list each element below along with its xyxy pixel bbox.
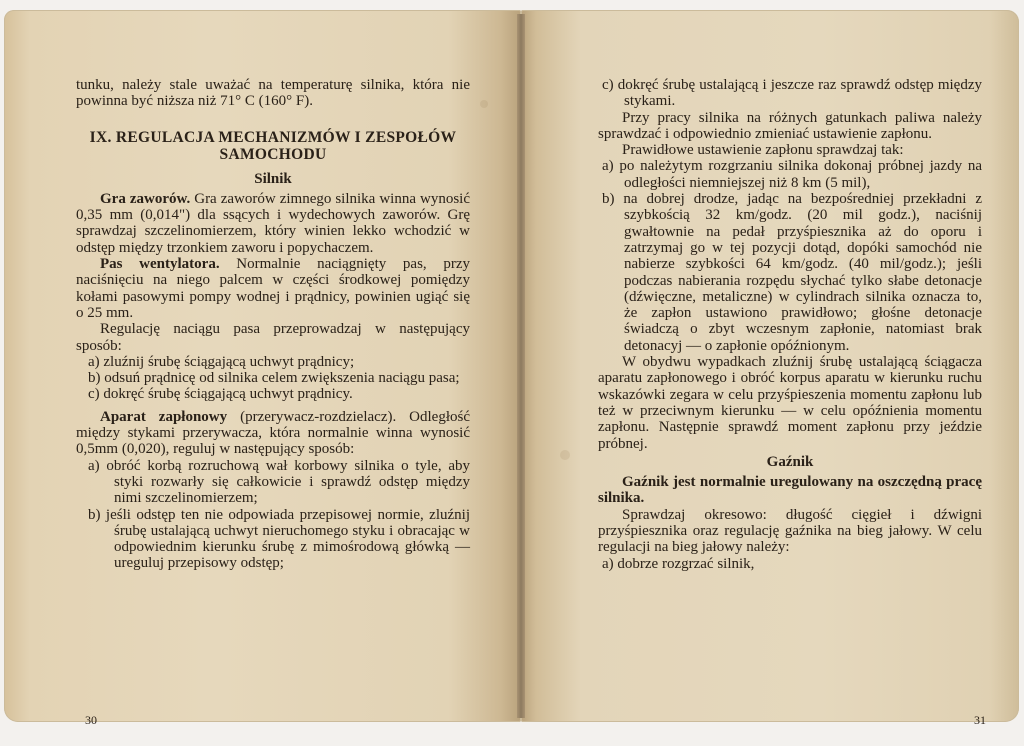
list-item: b) odsuń prądnicę od silnika celem zwiększenia naciągu pasa; xyxy=(88,370,460,387)
list-item: c) dokręć śrubę ściągającą uchwyt prądnicy. xyxy=(88,386,353,403)
paragraph-valve-clearance xyxy=(76,191,470,256)
list-item: c) dokręć śrubę ustalającą i jeszcze raz sprawdź odstęp między stykami. xyxy=(602,77,982,110)
ignition-title: Aparat zapłonowy xyxy=(100,408,228,425)
paragraph-fan-belt xyxy=(76,256,470,321)
paragraph-check-ignition: Prawidłowe ustawienie zapłonu sprawdzaj tak: xyxy=(622,142,904,159)
paragraph-carburettor-check: Sprawdzaj okresowo: długość cięgieł i dźwigni przyśpiesznika oraz regulację gaźnika na bieg jałowy. W celu regulacji na bieg jałowy należy: xyxy=(598,506,982,556)
ignition-text: (przerywacz-rozdzielacz). Odległość między stykami przerywacza, która normalnie winna wynosić 0,5mm (0,020), reguluj w następujący sposób: xyxy=(76,408,471,458)
intro-paragraph: tunku, należy stale uważać na temperaturę silnika, która nie powinna być niższa niż 71° C (160° F). xyxy=(76,77,470,110)
paragraph-fuel-types: Przy pracy silnika na różnych gatunkach paliwa należy sprawdzać i odpowiednio zmieniać ustawienie zapłonu. xyxy=(598,109,982,142)
list-item: a) dobrze rozgrzać silnik, xyxy=(602,555,755,572)
paragraph-both-cases: W obydwu wypadkach zluźnij śrubę ustalającą ściągacza aparatu zapłonowego i obróć korpus aparatu w kierunku ruchu wskazówki zegara w celu przyśpieszenia momentu zapłonu lub też w przeciwnym kierunku — w celu opóźnienia momentu zapłonu. Następnie sprawdź moment zapłonu przy jeździe próbnej. xyxy=(598,354,982,452)
list-item: b) na dobrej drodze, jadąc na bezpośredniej przekładni z szybkością 32 km/godz. (20 mil godz.), naciśnij gwałtownie na pedał przyśpiesznika aż do oporu i zatrzymaj go w tej pozycji dotąd, dopóki samochód nie nabierze szybkości 64 km/godz. (40 mil/godz.); jeśli podczas nabierania rozpędu słychać tylko słabe detonacje (dźwięczne, metaliczne) w cylindrach silnika oznacza to, że zapłon ustawiono prawidłowo; głośne detonacje świadczą o zbyt wczesnym zapłonie, natomiast brak detonacyj — o zapłonie opóźnionym. xyxy=(602,191,982,354)
list-item: a) obróć korbą rozruchową wał korbowy silnika o tyle, aby styki rozwarły się całkowicie i sprawdź odstęp między nimi szczelinomierzem; xyxy=(88,457,470,507)
section-heading-gaznik: Gaźnik xyxy=(766,453,814,470)
valve-clearance-text: Gra zaworów zimnego silnika winna wynosić 0,35 mm (0,014") dla ssących i wydechowych zaworów. Grę sprawdzaj szczelinomierzem, który winien lekko wchodzić w odstęp między trzonkiem zaworu i popychaczem. xyxy=(76,190,470,256)
chapter-title-line-2: SAMOCHODU xyxy=(219,145,327,163)
paragraph-ignition xyxy=(76,409,470,458)
page-number-left: 30 xyxy=(85,713,97,727)
chapter-heading xyxy=(76,129,470,163)
list-item: b) jeśli odstęp ten nie odpowiada przepisowej normie, zluźnij śrubę ustalającą uchwyt nieruchomego styku i obracając w odpowiednim kierunku śrubę z mimośrodową główką — ureguluj przepisowy odstęp; xyxy=(88,506,470,572)
book-gutter xyxy=(517,14,525,718)
left-text-column xyxy=(76,77,470,572)
fan-belt-text: Normalnie naciągnięty pas, przy naciśnięciu na niego palcem w części środkowej pomiędzy kołami pasowymi pompy wodnej i prądnicy, powinien ugiąć się o 25 mm. xyxy=(76,256,470,321)
right-text-column xyxy=(598,77,982,572)
list-item: a) zluźnij śrubę ściągającą uchwyt prądnicy; xyxy=(88,353,355,370)
chapter-title-line-1: IX. REGULACJA MECHANIZMÓW I ZESPOŁÓW xyxy=(89,128,457,146)
paragraph-carburettor-bold: Gaźnik jest normalnie uregulowany na oszczędną pracę silnika. xyxy=(598,474,982,507)
paper-stain xyxy=(560,450,570,460)
fan-belt-title: Pas wentylatora. xyxy=(100,256,220,273)
valve-clearance-title: Gra zaworów. xyxy=(100,190,191,207)
section-heading-silnik: Silnik xyxy=(254,170,292,187)
paper-stain xyxy=(480,100,488,108)
paragraph-belt-adjustment: Regulację naciągu pasa przeprowadzaj w następujący sposób: xyxy=(76,321,470,354)
list-item: a) po należytym rozgrzaniu silnika dokonaj próbnej jazdy na odległości niemniejszej niż 8 km (5 mil), xyxy=(602,158,982,191)
page-number-right: 31 xyxy=(974,713,986,727)
